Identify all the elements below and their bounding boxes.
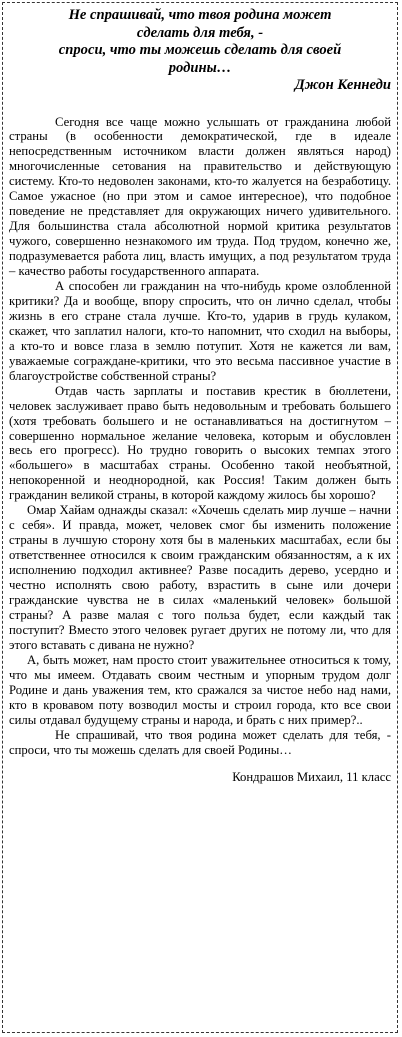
essay-paragraph: Отдав часть зарплаты и поставив крестик в бюллетени, человек заслуживает право быть недовольным и требовать большего (хотя требовать большего и не останавливаться на достигнутом – совершенно нормальное желание человека, которым и обусловлен весь его прогресс). Но трудно говорить о высоких темпах этого «большего» в масштабах страны. Особенно такой необъятной, непокоренной и неоднородной, как Россия! Таким должен быть гражданин великой страны, в которой каждому жилось бы хорошо? bbox=[9, 383, 391, 503]
essay-paragraph: А, быть может, нам просто стоит уважительнее относиться к тому, что мы имеем. Отдавать своим честным и упорным трудом долг Родине и дань уважения тем, кто сражался за чистое небо над нами, кто в кровавом поту возводил мосты и строил города, кто все свои силы отдавал будущему страны и народа, и брать с них пример?.. bbox=[9, 652, 391, 727]
essay-paragraph: А способен ли гражданин на что-нибудь кроме озлобленной критики? Да и вообще, впору спросить, что он лично сделал, чтобы жизнь в его стране стала лучше. Кто-то, ударив в грудь кулаком, скажет, что заплатил налоги, кто-то напомнит, что сходил на выборы, а кто-то и вовсе глаза в землю потупит. Хотя не кажется ли вам, уважаемые сограждане-критики, что это весьма пассивное участие в благоустройстве собственной страны? bbox=[9, 278, 391, 383]
epigraph-line: Не спрашивай, что твоя родина может bbox=[68, 7, 332, 23]
essay-frame bbox=[2, 2, 398, 1033]
epigraph-line: спроси, что ты можешь сделать для своей bbox=[58, 42, 342, 58]
essay-paragraph: Не спрашивай, что твоя родина может сделать для тебя, - спроси, что ты можешь сделать для своей Родины… bbox=[9, 727, 391, 757]
epigraph-line: сделать для тебя, - bbox=[136, 24, 264, 41]
essay-paragraph: Омар Хайам однажды сказал: «Хочешь сделать мир лучше – начни с себя». И правда, может, человек смог бы изменить положение страны в лучшую сторону хотя бы в маленьких масштабах, если бы ответственнее относился к своим гражданским обязанностям, а к их исполнению подходил активнее? Разве посадить дерево, усердно и честно исполнять свою работу, взрастить в сыне или дочери гражданские чувства не в силах «маленький человек» большой страны? А разве малая с того польза будет, если каждый так поступит? Вместо этого человек ругает других не потому ли, что для этого вставать с дивана не нужно? bbox=[9, 503, 391, 652]
essay-paragraph: Сегодня все чаще можно услышать от гражданина любой страны (в особенности демократической, где в идеале непосредственным источником власти должен являться народ) многочисленные сетования на правительство и действующую систему. Кто-то недоволен законами, кто-то жалуется на безработицу. Самое ужасное (но при этом и самое интересное), что подобное поведение не представляет для окружающих ничего удивительного. Для большинства стала абсолютной нормой критика результатов чужого, совершенно незнакомого им труда. Под трудом, конечно же, подразумевается работа лиц, власть имущих, а под результатом труда – качество работы государственного аппарата. bbox=[9, 114, 391, 279]
author-signature: Кондрашов Михаил, 11 класс bbox=[232, 770, 391, 785]
epigraph bbox=[9, 7, 391, 77]
epigraph-line: родины… bbox=[168, 59, 232, 76]
epigraph-author: Джон Кеннеди bbox=[294, 77, 391, 93]
